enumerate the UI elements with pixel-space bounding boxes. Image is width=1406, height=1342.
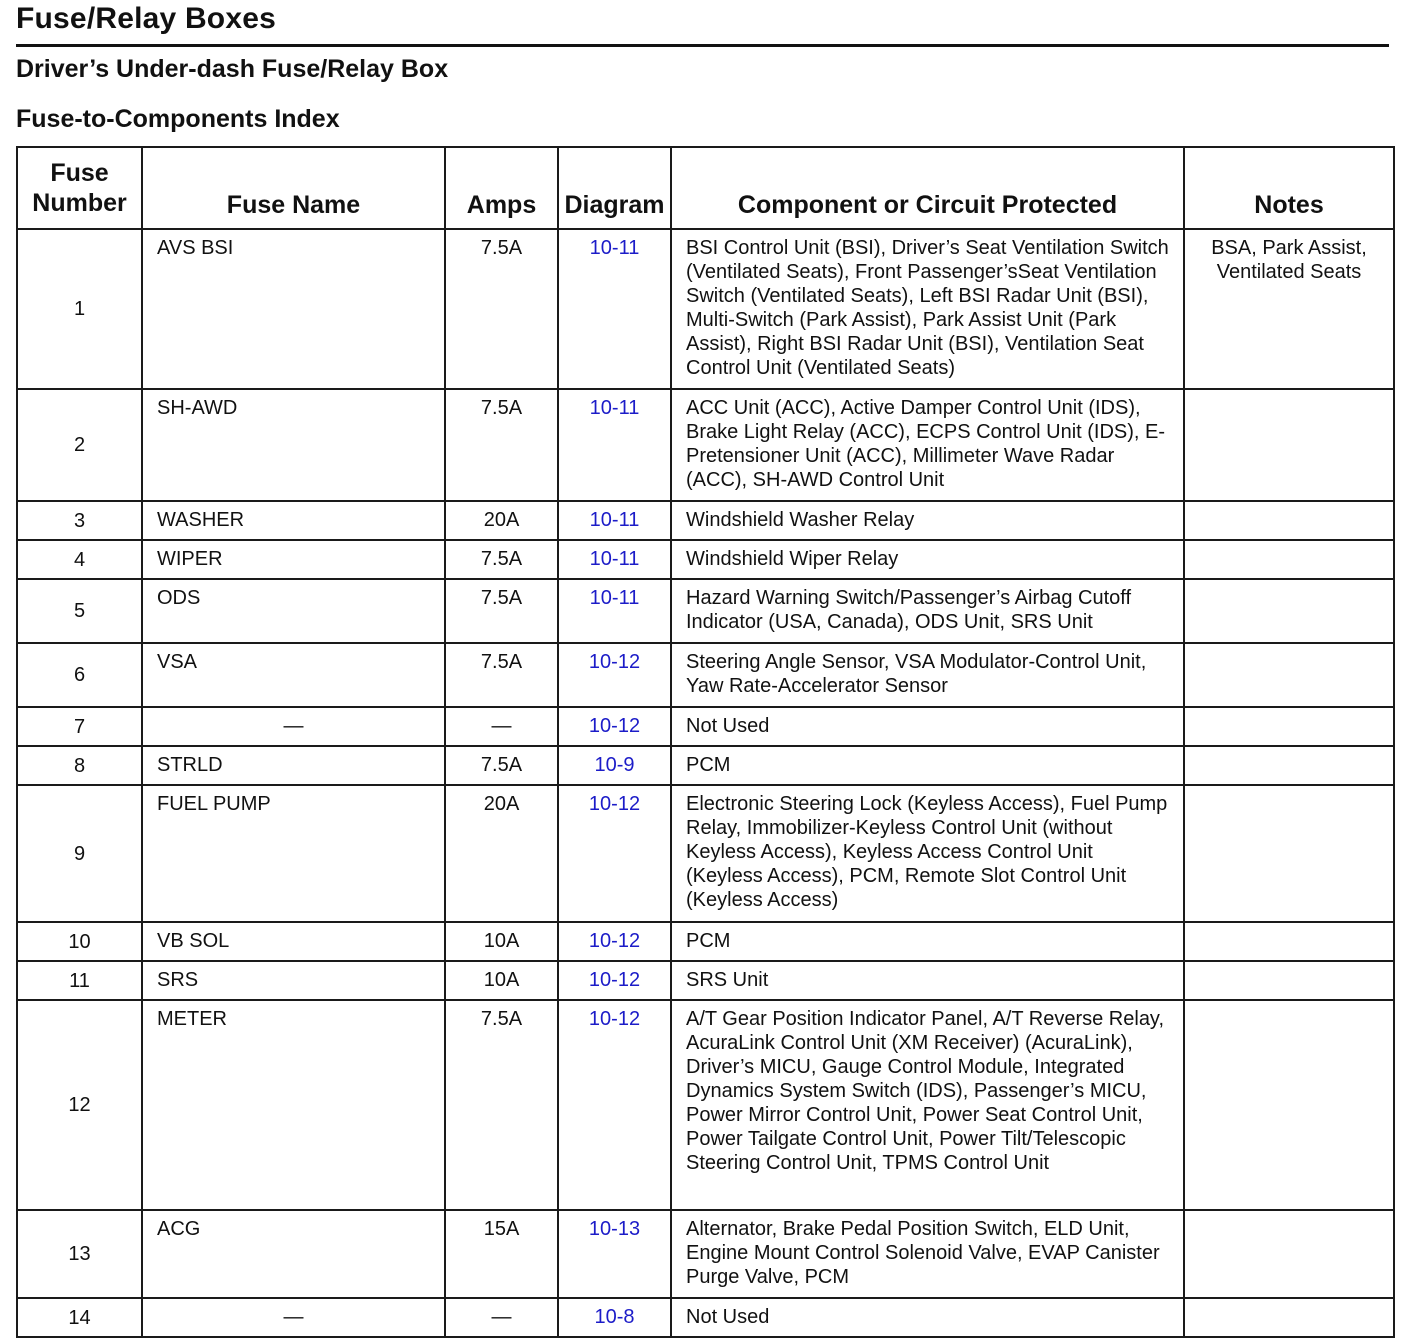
component-cell: PCM — [671, 922, 1184, 961]
header-fuse-name: Fuse Name — [142, 147, 445, 229]
fuse-number-cell: 14 — [17, 1298, 142, 1337]
amps-cell: 7.5A — [445, 229, 558, 389]
fuse-name-cell: AVS BSI — [142, 229, 445, 389]
header-notes: Notes — [1184, 147, 1394, 229]
notes-cell — [1184, 643, 1394, 707]
table-row — [17, 389, 1394, 501]
amps-cell: 7.5A — [445, 1000, 558, 1210]
fuse-number-cell: 11 — [17, 961, 142, 1000]
fuse-index-table — [16, 146, 1395, 1338]
table-row — [17, 643, 1394, 707]
fuse-name-cell: FUEL PUMP — [142, 785, 445, 922]
fuse-number-cell: 3 — [17, 501, 142, 540]
table-row — [17, 1000, 1394, 1210]
table-row — [17, 707, 1394, 746]
table-row — [17, 579, 1394, 643]
amps-cell: 15A — [445, 1210, 558, 1298]
diagram-link[interactable]: 10-12 — [558, 961, 671, 1000]
diagram-link[interactable]: 10-12 — [558, 643, 671, 707]
amps-cell: 7.5A — [445, 746, 558, 785]
component-cell: A/T Gear Position Indicator Panel, A/T Reverse Relay, AcuraLink Control Unit (XM Receiver) (AcuraLink), Driver’s MICU, Gauge Control Module, Integrated Dynamics System Switch (IDS), Passenger’s MICU, Power Mirror Control Unit, Power Seat Control Unit, Power Tailgate Control Unit, Power Tilt/Telescopic Steering Control Unit, TPMS Control Unit — [671, 1000, 1184, 1210]
component-cell: Not Used — [671, 1298, 1184, 1337]
amps-cell: 7.5A — [445, 540, 558, 579]
fuse-name-cell: — — [142, 1298, 445, 1337]
component-cell: ACC Unit (ACC), Active Damper Control Unit (IDS), Brake Light Relay (ACC), ECPS Control Unit (IDS), E-Pretensioner Unit (ACC), Millimeter Wave Radar (ACC), SH-AWD Control Unit — [671, 389, 1184, 501]
table-header-row — [17, 147, 1394, 229]
header-component: Component or Circuit Protected — [671, 147, 1184, 229]
fuse-number-cell: 13 — [17, 1210, 142, 1298]
component-cell: Windshield Wiper Relay — [671, 540, 1184, 579]
fuse-number-cell: 6 — [17, 643, 142, 707]
diagram-link[interactable]: 10-11 — [558, 389, 671, 501]
fuse-name-cell: WASHER — [142, 501, 445, 540]
diagram-link[interactable]: 10-12 — [558, 785, 671, 922]
fuse-name-cell: WIPER — [142, 540, 445, 579]
component-cell: Not Used — [671, 707, 1184, 746]
component-cell: PCM — [671, 746, 1184, 785]
header-amps: Amps — [445, 147, 558, 229]
notes-cell — [1184, 501, 1394, 540]
amps-cell: 10A — [445, 922, 558, 961]
table-body — [17, 229, 1394, 1337]
fuse-number-cell: 5 — [17, 579, 142, 643]
table-row — [17, 922, 1394, 961]
notes-cell — [1184, 389, 1394, 501]
notes-cell — [1184, 746, 1394, 785]
component-cell: Windshield Washer Relay — [671, 501, 1184, 540]
diagram-link[interactable]: 10-12 — [558, 922, 671, 961]
component-cell: Hazard Warning Switch/Passenger’s Airbag Cutoff Indicator (USA, Canada), ODS Unit, SRS Unit — [671, 579, 1184, 643]
amps-cell: 20A — [445, 785, 558, 922]
component-cell: Electronic Steering Lock (Keyless Access), Fuel Pump Relay, Immobilizer-Keyless Control Unit (without Keyless Access), Keyless Access Control Unit (Keyless Access), PCM, Remote Slot Control Unit (Keyless Access) — [671, 785, 1184, 922]
diagram-link[interactable]: 10-12 — [558, 707, 671, 746]
amps-cell: 7.5A — [445, 389, 558, 501]
notes-cell — [1184, 961, 1394, 1000]
fuse-name-cell: SH-AWD — [142, 389, 445, 501]
notes-cell — [1184, 1210, 1394, 1298]
component-cell: SRS Unit — [671, 961, 1184, 1000]
notes-cell — [1184, 540, 1394, 579]
table-row — [17, 229, 1394, 389]
title-divider — [16, 44, 1389, 47]
table-row — [17, 746, 1394, 785]
header-fuse-number: Fuse Number — [17, 147, 142, 229]
fuse-number-cell: 4 — [17, 540, 142, 579]
component-cell: Alternator, Brake Pedal Position Switch, ELD Unit, Engine Mount Control Solenoid Valve, EVAP Canister Purge Valve, PCM — [671, 1210, 1184, 1298]
table-row — [17, 1210, 1394, 1298]
fuse-name-cell: SRS — [142, 961, 445, 1000]
table-row — [17, 785, 1394, 922]
notes-cell — [1184, 1298, 1394, 1337]
notes-cell — [1184, 707, 1394, 746]
table-row — [17, 1298, 1394, 1337]
fuse-name-cell: ODS — [142, 579, 445, 643]
fuse-name-cell: METER — [142, 1000, 445, 1210]
amps-cell: 7.5A — [445, 579, 558, 643]
fuse-number-cell: 9 — [17, 785, 142, 922]
amps-cell: 7.5A — [445, 643, 558, 707]
fuse-number-cell: 7 — [17, 707, 142, 746]
page-title: Fuse/Relay Boxes — [16, 2, 276, 35]
notes-cell — [1184, 1000, 1394, 1210]
diagram-link[interactable]: 10-11 — [558, 579, 671, 643]
notes-cell — [1184, 922, 1394, 961]
diagram-link[interactable]: 10-13 — [558, 1210, 671, 1298]
component-cell: BSI Control Unit (BSI), Driver’s Seat Ventilation Switch (Ventilated Seats), Front Passenger’sSeat Ventilation Switch (Ventilated Seats), Left BSI Radar Unit (BSI), Multi-Switch (Park Assist), Park Assist Unit (Park Assist), Right BSI Radar Unit (BSI), Ventilation Seat Control Unit (Ventilated Seats) — [671, 229, 1184, 389]
fuse-name-cell: STRLD — [142, 746, 445, 785]
fuse-name-cell: ACG — [142, 1210, 445, 1298]
diagram-link[interactable]: 10-9 — [558, 746, 671, 785]
table-row — [17, 501, 1394, 540]
fuse-name-cell: VB SOL — [142, 922, 445, 961]
amps-cell: — — [445, 1298, 558, 1337]
fuse-number-cell: 1 — [17, 229, 142, 389]
notes-cell: BSA, Park Assist, Ventilated Seats — [1184, 229, 1394, 389]
notes-cell — [1184, 579, 1394, 643]
fuse-name-cell: — — [142, 707, 445, 746]
table-row — [17, 540, 1394, 579]
diagram-link[interactable]: 10-12 — [558, 1000, 671, 1210]
table-row — [17, 961, 1394, 1000]
section-title: Driver’s Under-dash Fuse/Relay Box — [16, 55, 449, 83]
diagram-link[interactable]: 10-11 — [558, 229, 671, 389]
component-cell: Steering Angle Sensor, VSA Modulator-Control Unit, Yaw Rate-Accelerator Sensor — [671, 643, 1184, 707]
amps-cell: 20A — [445, 501, 558, 540]
header-diagram: Diagram — [558, 147, 671, 229]
diagram-link[interactable]: 10-11 — [558, 540, 671, 579]
fuse-number-cell: 12 — [17, 1000, 142, 1210]
index-title: Fuse-to-Components Index — [16, 105, 340, 133]
notes-cell — [1184, 785, 1394, 922]
amps-cell: 10A — [445, 961, 558, 1000]
fuse-number-cell: 8 — [17, 746, 142, 785]
amps-cell: — — [445, 707, 558, 746]
fuse-number-cell: 2 — [17, 389, 142, 501]
fuse-number-cell: 10 — [17, 922, 142, 961]
diagram-link[interactable]: 10-8 — [558, 1298, 671, 1337]
fuse-name-cell: VSA — [142, 643, 445, 707]
diagram-link[interactable]: 10-11 — [558, 501, 671, 540]
